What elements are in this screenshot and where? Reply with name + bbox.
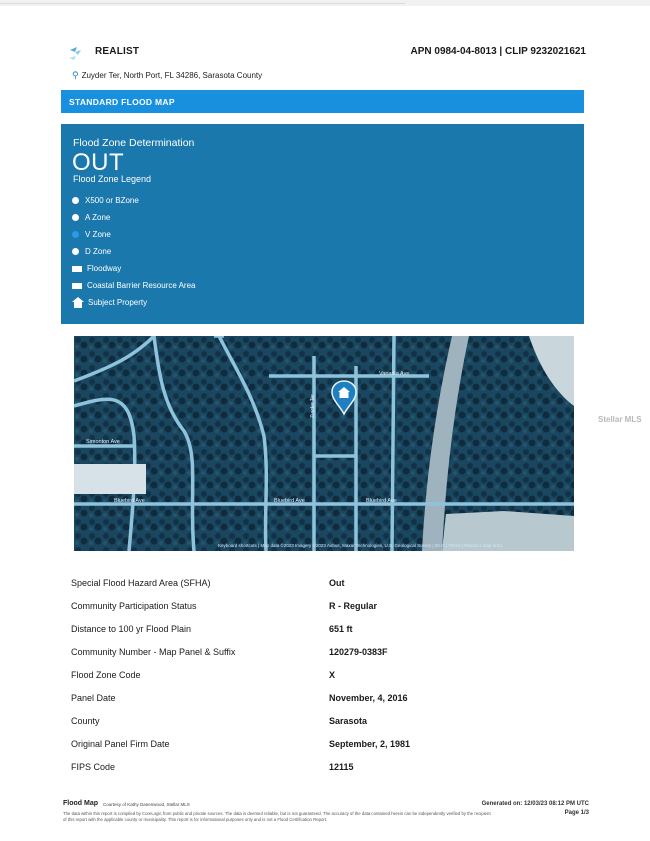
section-banner (61, 90, 584, 113)
realist-logo-icon (66, 44, 88, 62)
row-label: FIPS Code (71, 762, 116, 772)
house-icon (72, 297, 84, 308)
flood-zone-legend (72, 192, 196, 311)
row-label: Flood Zone Code (71, 670, 141, 680)
white-dot-icon (72, 197, 79, 204)
report-header (66, 44, 586, 62)
row-value: 120279-0383F (329, 647, 388, 657)
row-value: Out (329, 578, 345, 588)
flood-details-table (71, 575, 591, 782)
banner-title: STANDARD FLOOD MAP (69, 97, 175, 107)
row-value: X (329, 670, 336, 680)
row-label: Community Number - Map Panel & Suffix (71, 647, 236, 657)
white-square-icon (72, 283, 82, 289)
row-label: County (71, 716, 100, 726)
property-address (72, 70, 262, 81)
row-label: Distance to 100 yr Flood Plain (71, 624, 192, 634)
footer-courtesy: Courtesy of Kathy Danenwood, Stellar MLS (103, 802, 190, 807)
row-value: September, 2, 1981 (329, 739, 411, 749)
flood-zone-determination-label: Flood Zone Determination (73, 137, 195, 149)
legend-label: Coastal Barrier Resource Area (87, 281, 196, 290)
table-row (71, 621, 591, 644)
legend-item (72, 260, 196, 277)
table-row (71, 644, 591, 667)
legend-item (72, 243, 196, 260)
street-label: Bluebird Ave (274, 498, 305, 504)
street-label: Simonton Ave (86, 439, 120, 445)
street-label: Bluebird Ave (366, 498, 397, 504)
flood-zone-legend-title: Flood Zone Legend (73, 174, 152, 184)
blue-dot-icon (72, 231, 79, 238)
table-row (71, 575, 591, 598)
legend-item (72, 192, 196, 209)
brand-name: REALIST (95, 46, 140, 57)
table-row (71, 736, 591, 759)
watermark-text: Stellar MLS (598, 415, 642, 424)
location-pin-icon: ⚲ (72, 70, 79, 80)
row-value: November, 4, 2016 (329, 693, 408, 703)
table-row (71, 598, 591, 621)
street-label: Bluebird Ave (114, 498, 145, 504)
row-value: 12115 (329, 762, 354, 772)
legend-label: D Zone (85, 247, 112, 256)
address-text: Zuyder Ter, North Port, FL 34286, Sarasota County (81, 71, 263, 80)
page-number: Page 1/3 (564, 810, 589, 816)
flood-zone-value: OUT (72, 149, 125, 176)
row-value: R - Regular (329, 601, 378, 611)
legend-item (72, 277, 196, 294)
table-row (71, 713, 591, 736)
satellite-map (74, 336, 574, 551)
row-label: Special Flood Hazard Area (SFHA) (71, 578, 211, 588)
legend-label: V Zone (85, 230, 111, 239)
legend-label: A Zone (85, 213, 111, 222)
row-value: 651 ft (329, 624, 353, 634)
legend-item (72, 209, 196, 226)
footer-title: Flood Map (63, 800, 98, 807)
row-label: Original Panel Firm Date (71, 739, 170, 749)
white-dot-icon (72, 214, 79, 221)
generated-timestamp: Generated on: 12/03/23 08:12 PM UTC (481, 801, 589, 807)
flood-map-image[interactable] (74, 336, 574, 551)
row-label: Community Participation Status (71, 601, 197, 611)
apn-clip: APN 0984-04-8013 | CLIP 9232021621 (410, 46, 586, 57)
legend-label: X500 or BZone (85, 196, 139, 205)
legend-label: Floodway (87, 264, 122, 273)
street-label: Zuyder Ter (310, 394, 316, 418)
white-dot-icon (72, 248, 79, 255)
white-square-icon (72, 266, 82, 272)
legend-label: Subject Property (88, 298, 148, 307)
street-label: Vanadia Ave (379, 371, 410, 377)
top-rule (0, 0, 650, 6)
table-row (71, 667, 591, 690)
row-label: Panel Date (71, 693, 116, 703)
footer-disclaimer: The data within this report is compiled by CoreLogic from public and private sources. The data is deemed reliable, but is not guaranteed. The accuracy of the data contained herein can be independently verified by the recipient of this report with the applicable county or municipality. This report is for informational purposes only and is not a Flood Certification Report. (63, 811, 491, 822)
row-value: Sarasota (329, 716, 368, 726)
table-row (71, 690, 591, 713)
map-credit: Keyboard shortcuts | Map data ©2023 Imagery ©2023 Airbus, Maxar Technologies, U.S. Geological Survey | 50 m | Terms | Report a map error (218, 543, 503, 548)
flood-zone-panel (61, 124, 584, 324)
legend-item (72, 226, 196, 243)
table-row (71, 759, 591, 782)
legend-item (72, 294, 196, 311)
